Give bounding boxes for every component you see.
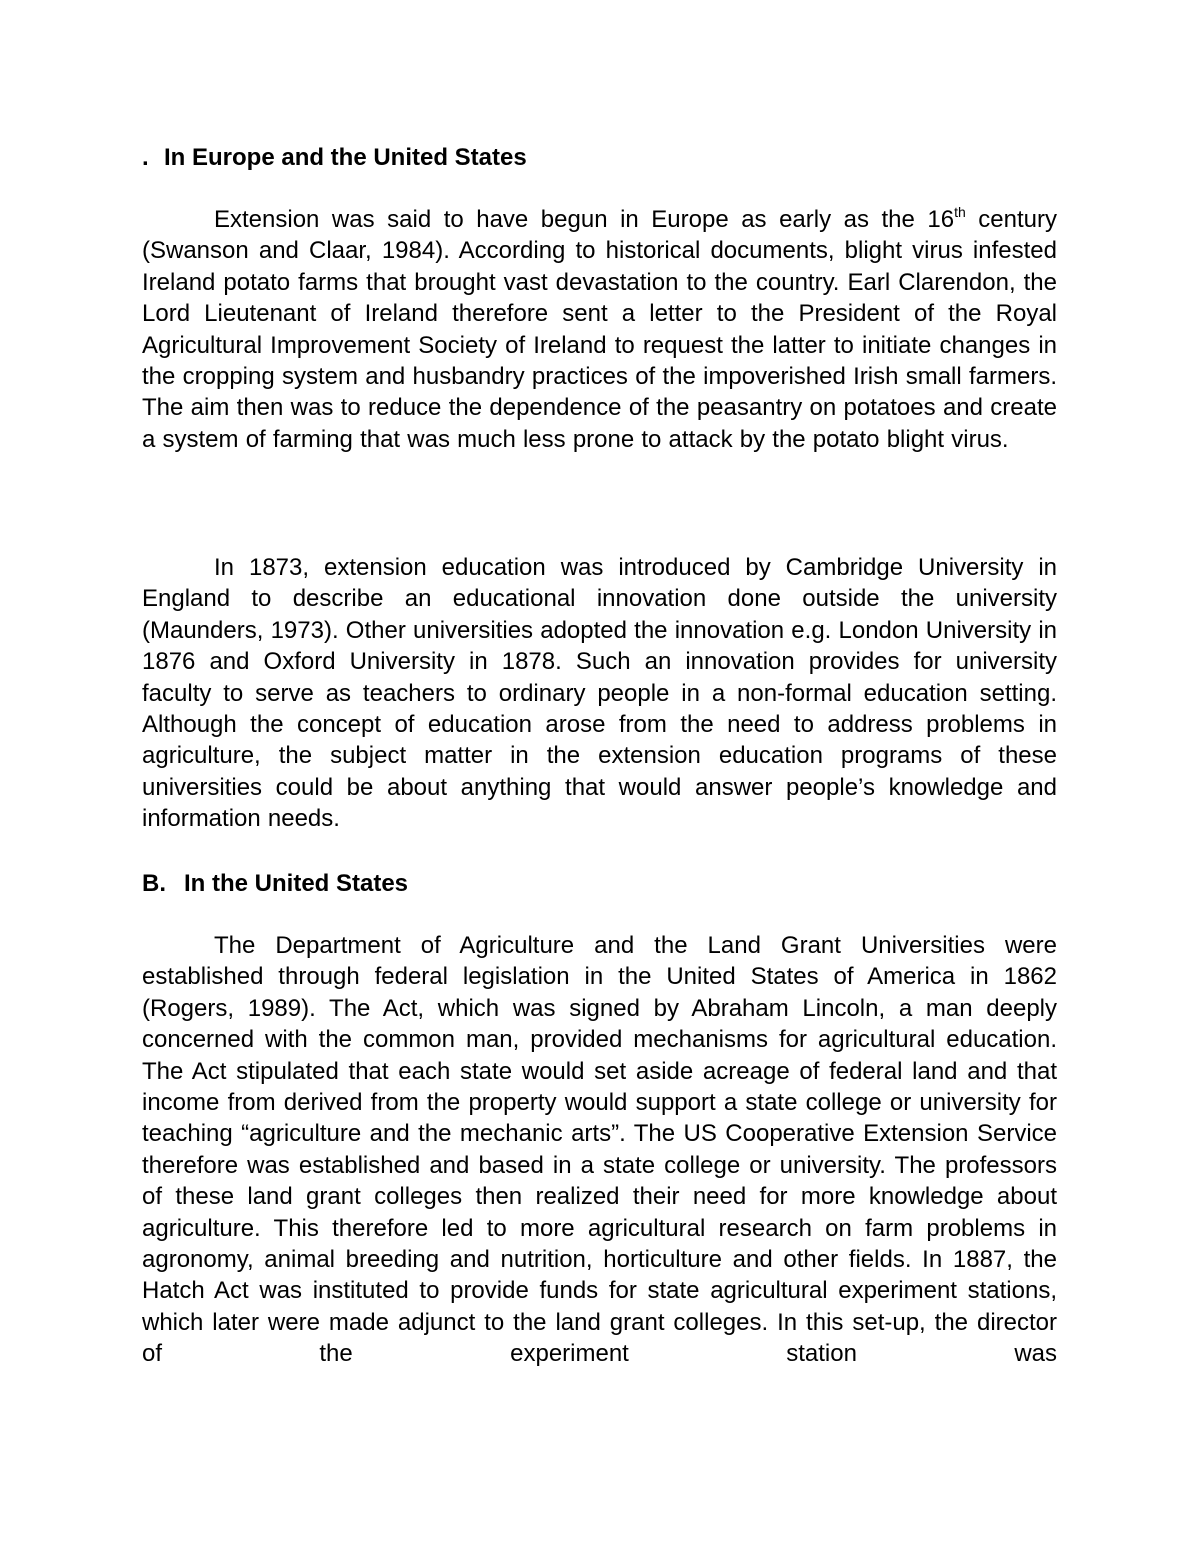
paragraph-text: Extension was said to have begun in Europe as early as the 16	[214, 206, 955, 233]
section-title: In Europe and the United States	[164, 144, 527, 171]
paragraph-cambridge-1873: In 1873, extension education was introduced by Cambridge University in England to describe an educational innovation done outside the university (Maunders, 1973). Other universities adopted the innovation e.g. London University in 1876 and Oxford University in 1878. Such an innovation provides for university faculty to serve as teachers to ordinary people in a non-formal education setting. Although the concept of education arose from the need to address problems in agriculture, the subject matter in the extension education programs of these universities could be about anything that would answer people’s knowledge and information needs.	[142, 554, 1057, 833]
section-marker: .	[142, 144, 149, 171]
paragraph-extension-origins	[142, 204, 1057, 455]
section-heading-europe-us	[142, 142, 527, 173]
ordinal-suffix: th	[954, 204, 966, 220]
section-title: In the United States	[184, 870, 409, 897]
section-marker: B.	[142, 870, 166, 897]
paragraph-text: century (Swanson and Claar, 1984). According to historical documents, blight virus infested Ireland potato farms that brought vast devastation to the country. Earl Clarendon, the Lord Lieutenant of Ireland therefore sent a letter to the President of the Royal Agricultural Improvement Society of Ireland to request the latter to initiate changes in the cropping system and husbandry practices of the impoverished Irish small farmers. The aim then was to reduce the dependence of the peasantry on potatoes and create a system of farming that was much less prone to attack by the potato blight virus.	[142, 206, 1057, 453]
paragraph-land-grant: The Department of Agriculture and the Land Grant Universities were established through federal legislation in the United States of America in 1862 (Rogers, 1989). The Act, which was signed by Abraham Lincoln, a man deeply concerned with the common man, provided mechanisms for agricultural education. The Act stipulated that each state would set aside acreage of federal land and that income from derived from the property would support a state college or university for teaching “agriculture and the mechanic arts”. The US Cooperative Extension Service therefore was established and based in a state college or university. The professors of these land grant colleges then realized their need for more knowledge about agriculture. This therefore led to more agricultural research on farm problems in agronomy, animal breeding and nutrition, horticulture and other fields. In 1887, the Hatch Act was instituted to provide funds for state agricultural experiment stations, which later were made adjunct to the land grant colleges. In this set-up, the director of the experiment station was	[142, 932, 1057, 1368]
section-heading-united-states	[142, 868, 408, 899]
